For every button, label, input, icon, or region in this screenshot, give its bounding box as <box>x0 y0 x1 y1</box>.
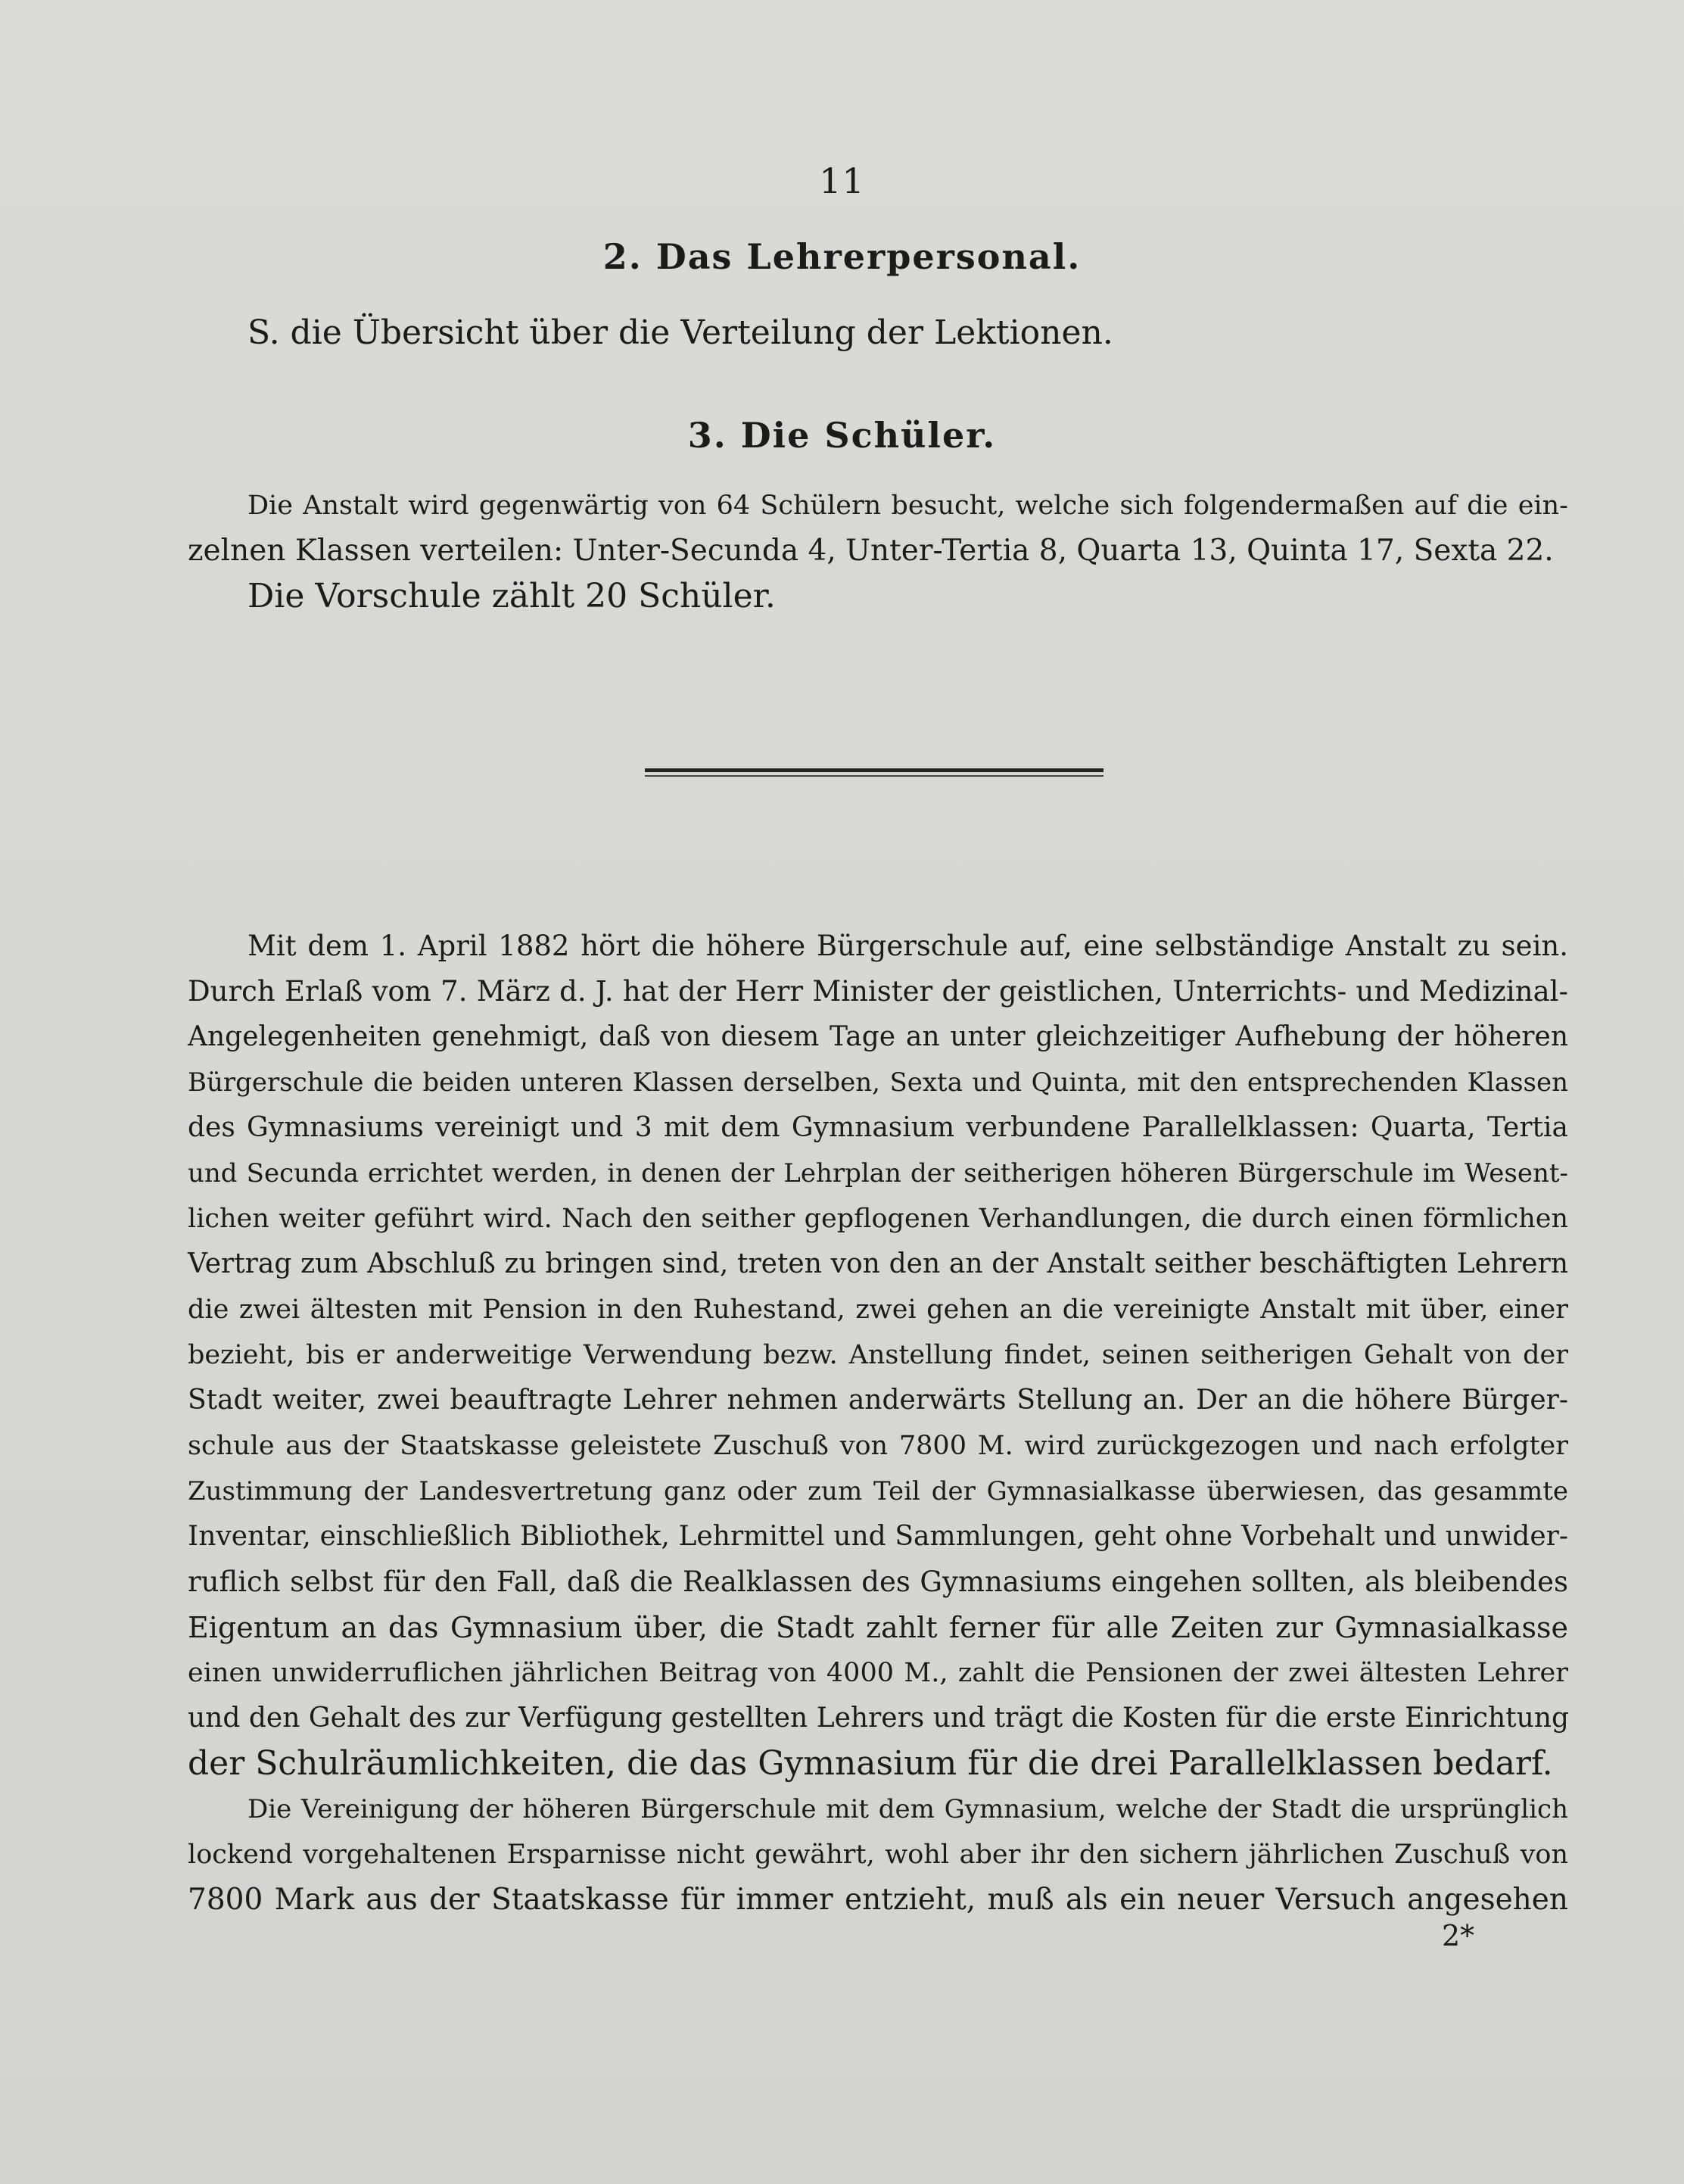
text-line: und Secunda errichtet werden, in denen der Lehrplan der seitherigen höheren Bürgerschule im Wesent- <box>188 1158 1568 1189</box>
text-line: schule aus der Staatskasse geleistete Zuschuß von 7800 M. wird zurückgezogen und nach erfolgter <box>188 1431 1568 1461</box>
text-line: zelnen Klassen verteilen: Unter-Secunda 4, Unter-Tertia 8, Quarta 13, Quinta 17, Sexta 22. <box>188 534 1554 568</box>
text-line: die zwei ältesten mit Pension in den Ruhestand, zwei gehen an die vereinigte Anstalt mit über, einer <box>188 1295 1568 1325</box>
text-line: einen unwiderruflichen jährlichen Beitrag von 4000 M., zahlt die Pensionen der zwei ältesten Lehrer <box>188 1658 1568 1688</box>
section-heading-schueler: 3. Die Schüler. <box>687 415 997 456</box>
text-line: Die Vereinigung der höheren Bürgerschule mit dem Gymnasium, welche der Stadt die ursprünglich <box>247 1794 1568 1824</box>
text-line: Stadt weiter, zwei beauftragte Lehrer nehmen anderwärts Stellung an. Der an die höhere Bürger- <box>188 1385 1568 1416</box>
text-line: Durch Erlaß vom 7. März d. J. hat der Herr Minister der geistlichen, Unterrichts- und Medizinal- <box>188 975 1568 1008</box>
text-line: Inventar, einschließlich Bibliothek, Lehrmittel und Sammlungen, geht ohne Vorbehalt und unwider- <box>188 1521 1568 1552</box>
text-line: Vertrag zum Abschluß zu bringen sind, treten von den an der Anstalt seither beschäftigten Lehrern <box>188 1248 1568 1279</box>
text-line: und den Gehalt des zur Verfügung gestellten Lehrers und trägt die Kosten für die erste Einrichtung <box>188 1703 1570 1734</box>
text-line: S. die Übersicht über die Verteilung der Lektionen. <box>247 313 1113 352</box>
text-line: lockend vorgehaltenen Ersparnisse nicht gewährt, wohl aber ihr den sichern jährlichen Zuschuß von <box>188 1840 1568 1870</box>
text-line: Angelegenheiten genehmigt, daß von diesem Tage an unter gleichzeitiger Aufhebung der höheren <box>188 1021 1568 1052</box>
text-line: ruflich selbst für den Fall, daß die Realklassen des Gymnasiums eingehen sollten, als bleibendes <box>188 1566 1568 1598</box>
text-line: Die Anstalt wird gegenwärtig von 64 Schülern besucht, welche sich folgendermaßen auf die ein- <box>247 491 1568 521</box>
signature-mark: 2* <box>1442 1919 1475 1952</box>
text-line: 7800 Mark aus der Staatskasse für immer entzieht, muß als ein neuer Versuch angesehen <box>188 1883 1568 1917</box>
text-line: Bürgerschule die beiden unteren Klassen derselben, Sexta und Quinta, mit den entsprechenden Klassen <box>188 1067 1568 1098</box>
text-line: Zustimmung der Landesvertretung ganz oder zum Teil der Gymnasialkasse überwiesen, das gesammte <box>188 1476 1568 1506</box>
text-line: der Schulräumlichkeiten, die das Gymnasium für die drei Parallelklassen bedarf. <box>188 1744 1553 1783</box>
page-number: 11 <box>819 160 865 201</box>
text-line: Eigentum an das Gymnasium über, die Stadt zahlt ferner für alle Zeiten zur Gymnasialkasse <box>188 1611 1568 1644</box>
text-line: bezieht, bis er anderweitige Verwendung bezw. Anstellung findet, seinen seitherigen Gehalt von der <box>188 1340 1568 1370</box>
text-line: des Gymnasiums vereinigt und 3 mit dem Gymnasium verbundene Parallelklassen: Quarta, Tertia <box>188 1112 1568 1143</box>
separator-rule-thin <box>645 775 1103 777</box>
text-line: Die Vorschule zählt 20 Schüler. <box>247 577 776 615</box>
text-line: Mit dem 1. April 1882 hört die höhere Bürgerschule auf, eine selbständige Anstalt zu sein. <box>247 930 1568 962</box>
section-heading-lehrerpersonal: 2. Das Lehrerpersonal. <box>602 236 1082 277</box>
separator-rule <box>645 768 1103 772</box>
text-line: lichen weiter geführt wird. Nach den seither gepflogenen Verhandlungen, die durch einen förmlichen <box>188 1204 1568 1234</box>
